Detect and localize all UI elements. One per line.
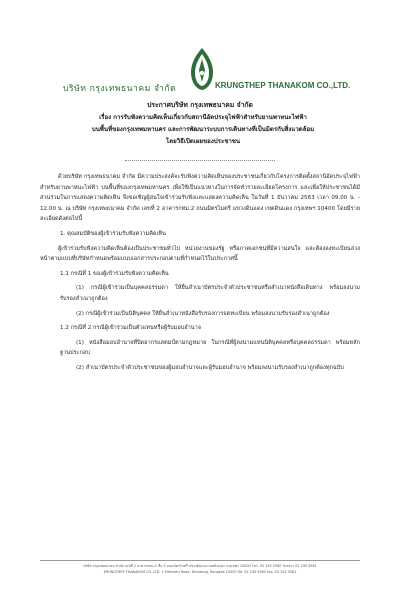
- footer: [40, 563, 360, 575]
- company-name-english: KRUNGTHEP THANAKOM CO.,LTD.: [215, 81, 351, 90]
- letterhead: [0, 44, 400, 94]
- announcement-subject: [48, 112, 358, 149]
- item-1-1-b: (2) กรณีผู้เข้าร่วมเป็นนิติบุคคล ให้ยื่นสำเนาหนังสือรับรองการจดทะเบียน พร้อมลงนามรับรองสำเนาถูกต้อง: [76, 310, 330, 317]
- footer-address-english: KRUNGTHEP THANAKOM CO.,LTD. 2 Mitmaitri Road, Dindaeng, Bangkok 10400 Tel. 02 245 5560 Fax. 02 245 5561: [103, 570, 297, 575]
- announcement-title: ประกาศบริษัท กรุงเทพธนาคม จำกัด: [147, 101, 253, 109]
- footer-address-thai: บริษัท กรุงเทพธนาคม จำกัด เลขที่ 2 อาคารกทม.2 ชั้น 5 ถนนมิตรไมตรี แขวงดินแดง เขตดินแดง กรุงเทพฯ 10400 โทร. 02 245 5560 โทรสาร 02 245 5561: [83, 564, 317, 568]
- item-1-1-a: (1) กรณีผู้เข้าร่วมเป็นบุคคลธรรมดา ให้ยื่นสำเนาบัตรประจำตัวประชาชนหรือสำเนาหนังสือเดินทาง พร้อมลงนามรับรองสำเนาถูกต้อง: [60, 285, 360, 302]
- announcement-body: [40, 172, 360, 378]
- subject-line: บนพื้นที่ของกรุงเทพมหานคร และการพัฒนาระบบการเดินทางที่เป็นมิตรกับสิ่งแวดล้อม: [91, 126, 315, 134]
- item-1-1-title: 1.1 กรณีที่ 1 ของผู้เข้าร่วมรับฟังความคิดเห็น: [60, 270, 169, 277]
- item-1-2-b: (2) สำเนาบัตรประจำตัวประชาชนของผู้มอบอำนาจและผู้รับมอบอำนาจ พร้อมลงนามรับรองสำเนาถูกต้องทุกฉบับ: [76, 364, 344, 371]
- krungthep-thanakom-logo-icon: [189, 46, 215, 92]
- footer-divider: [40, 560, 360, 561]
- intro-paragraph: ด้วยบริษัท กรุงเทพธนาคม จำกัด มีความประสงค์จะรับฟังความคิดเห็นของประชาชนเกี่ยวกับโครงการติดตั้งสถานีอัดประจุไฟฟ้าสำหรับยานพาหนะไฟฟ้า บนพื้นที่ของกรุงเทพมหานคร เพื่อใช้เป็นแนวทางในการจัดทำรายละเอียดโครงการ และเพื่อให้ประชาชนได้มีส่วนร่วมในการแสดงความคิดเห็น จึงขอเชิญผู้สนใจเข้าร่วมรับฟังและแสดงความคิดเห็น ในวันที่ 1 ธันวาคม 2563 เวลา 09.00 น. - 12.00 น. ณ บริษัท กรุงเทพธนาคม จำกัด เลขที่ 2 อาคารกทม.2 ถนนมิตรไมตรี แขวงดินแดง เขตดินแดง กรุงเทพฯ 10400 โดยมีรายละเอียดดังต่อไปนี้: [40, 174, 360, 223]
- subject-line: เรื่อง การรับฟังความคิดเห็นเกี่ยวกับสถานีอัดประจุไฟฟ้าสำหรับยานพาหนะไฟฟ้า: [99, 114, 307, 121]
- subject-line: โดยวิธีเปิดเผยของประชาชน: [165, 138, 241, 146]
- title-separator: [125, 160, 275, 161]
- section-1-text: ผู้เข้าร่วมรับฟังความคิดเห็นต้องเป็นประชาชนทั่วไป หน่วยงานของรัฐ หรือภาคเอกชนที่มีความสนใจ และต้องลงทะเบียนล่วงหน้าตามแบบที่บริษัทกำหนดพร้อมแนบเอกสารประกอบตามที่กำหนดไว้ในประกาศนี้: [40, 245, 360, 263]
- company-name-thai: บริษัท กรุงเทพธนาคม จำกัด: [63, 84, 177, 94]
- item-1-2-title: 1.2 กรณีที่ 2 กรณีผู้เข้าร่วมเป็นตัวแทนหรือผู้รับมอบอำนาจ: [60, 325, 202, 332]
- item-1-2-a: (1) หนังสือมอบอำนาจที่ปิดอากรแสตมป์ตามกฎหมาย ในกรณีที่ผู้ลงนามแทนนิติบุคคลหรือบุคคลธรรมดา พร้อมหลักฐานประกอบ: [60, 339, 360, 357]
- section-1-title: 1. คุณสมบัติของผู้เข้าร่วมรับฟังความคิดเห็น: [60, 230, 166, 237]
